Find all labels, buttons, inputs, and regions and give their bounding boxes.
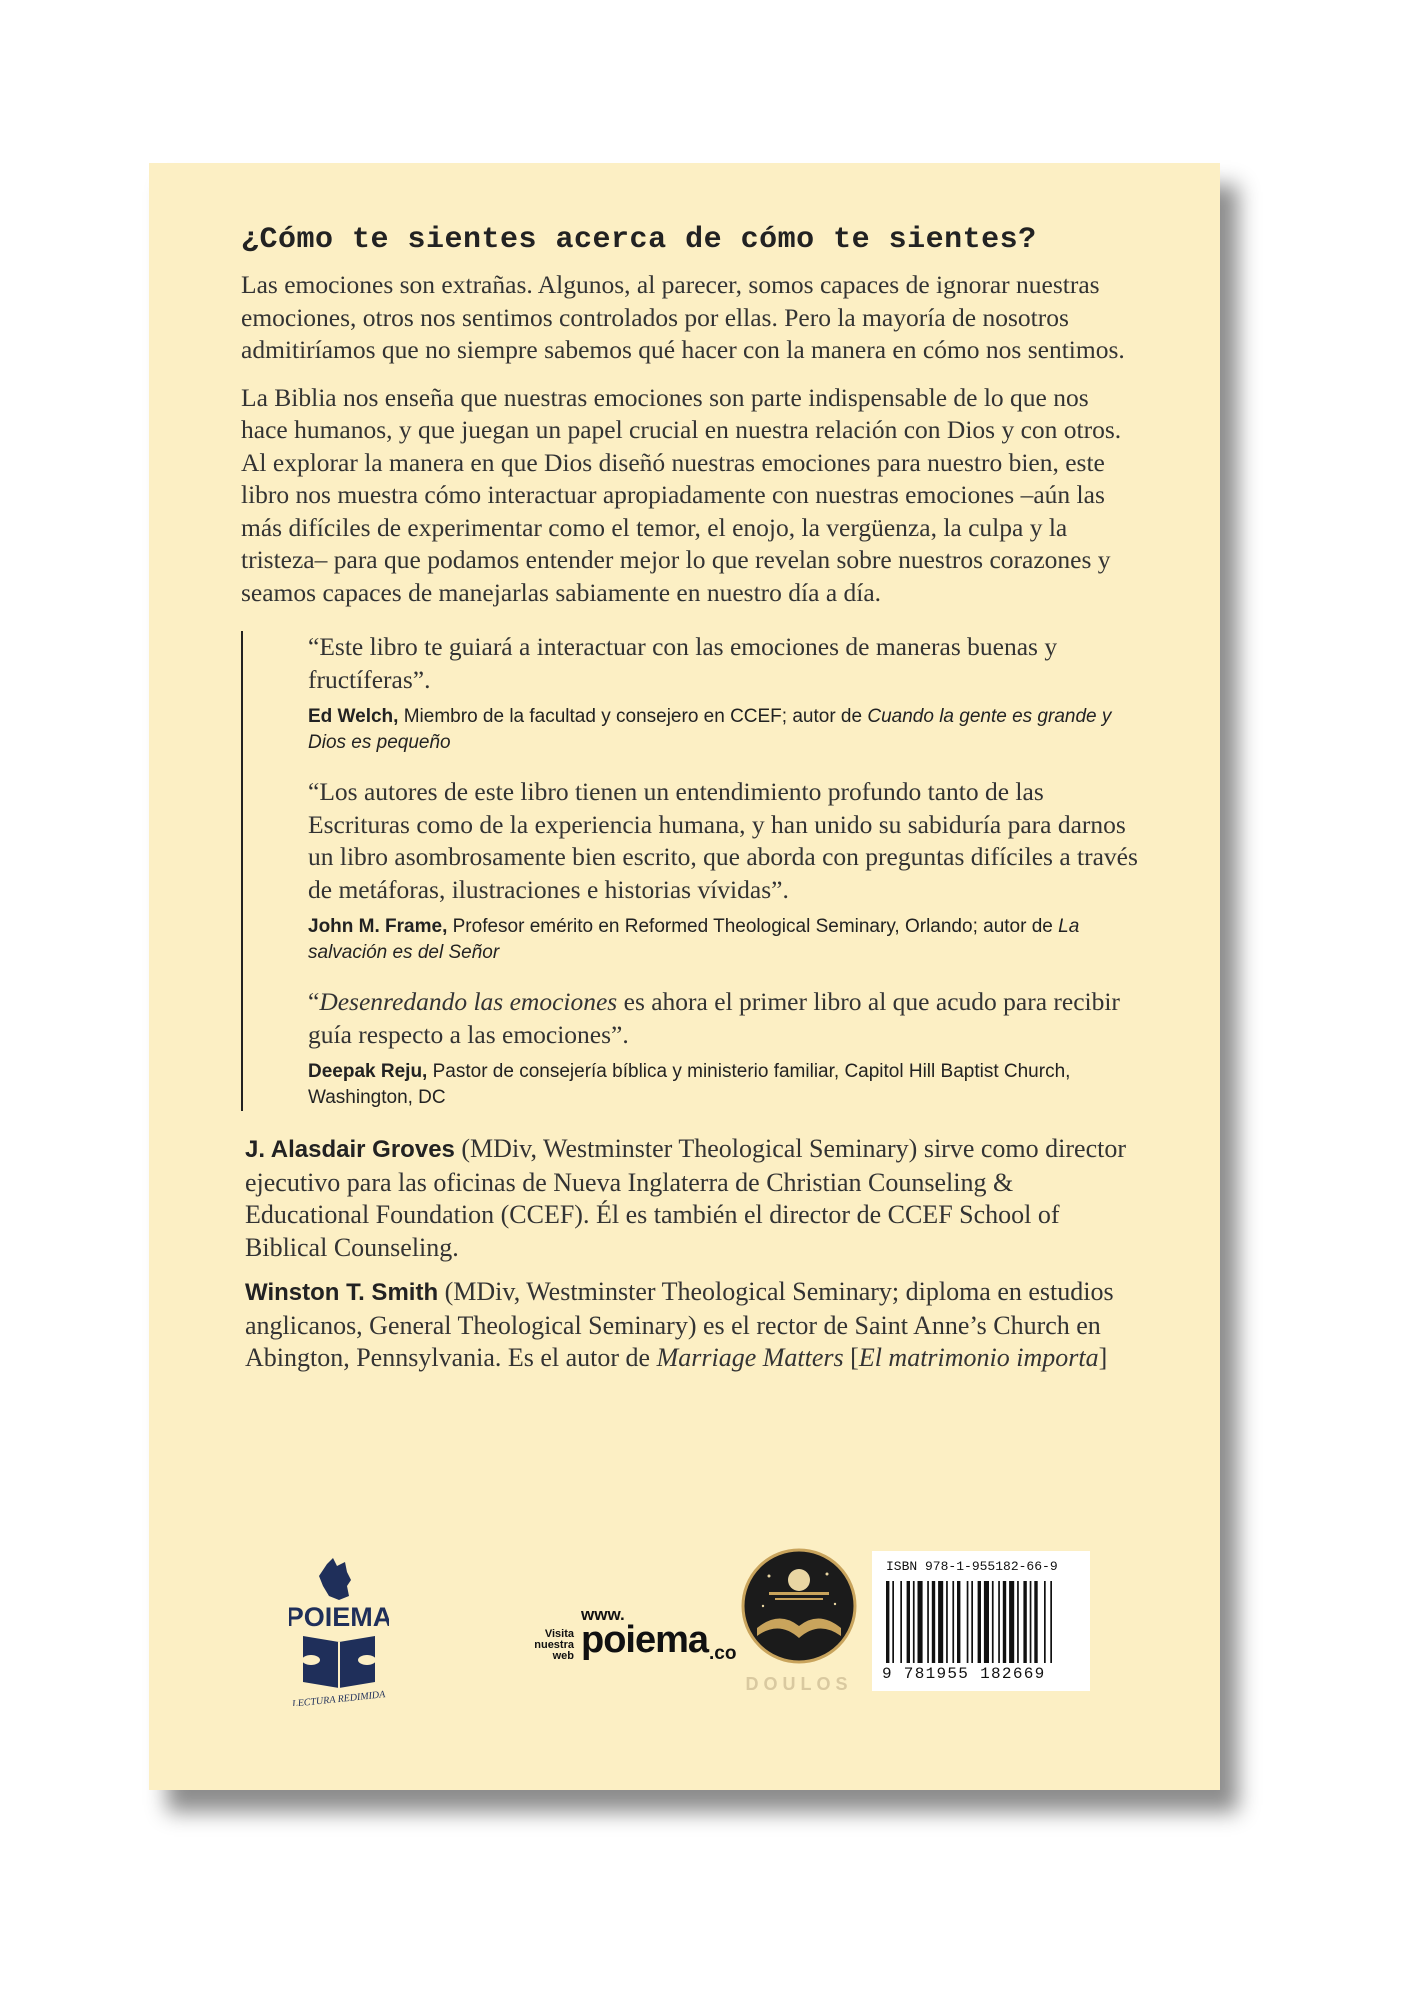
imprint-name: DOULOS [745,1674,853,1694]
endorser-name: John M. Frame, [308,916,448,937]
doulos-emblem-icon [739,1546,859,1671]
quoted-book-title: Desenredando las emociones [319,987,618,1016]
endorsement-quote-3 [308,986,1141,1051]
barcode-icon [886,1581,1076,1663]
bracket-close: ] [1098,1343,1108,1372]
headline: ¿Cómo te sientes acerca de cómo te sientes? [241,223,1037,257]
ean-digits: 9 781955 182669 [882,1665,1046,1683]
endorsement-attribution-2 [308,914,1141,966]
author-name: J. Alasdair Groves [245,1136,455,1163]
description-paragraph-1: Las emociones son extrañas. Algunos, al parecer, somos capaces de ignorar nuestras emociones, otros nos sentimos controlados por ellas. Pero la mayoría de nosotros admitiríamos que no siempre sabemos qué hacer con la manera en cómo nos sentimos. [241,270,1125,364]
endorser-book: Cuando la gente es grande y Dios es pequeño [308,706,1112,753]
bracket-open: [ [843,1343,859,1372]
www-prefix: www. [581,1605,625,1624]
visit-label: Visita nuestra web [534,1628,574,1662]
endorser-role: Pastor de consejería bíblica y ministerio familiar, Capitol Hill Baptist Church, Washington, DC [308,1061,1071,1108]
website-tld: .co [709,1643,737,1664]
doulos-logo [739,1546,859,1706]
author-bio-text: (MDiv, Westminster Theological Seminary) sirve como director ejecutivo para las oficinas de Nueva Inglaterra de Christian Counseling & Educational Foundation (CCEF). Él es también el director de CCEF School of Biblical Counseling. [245,1134,1126,1262]
endorsements-block [241,631,1141,1111]
endorsement-quote-2: “Los autores de este libro tienen un entendimiento profundo tanto de las Escrituras como de la experiencia humana, y han unido su sabiduría para darnos un libro asombrosamente bien escrito, que aborda con preguntas difíciles a través de metáforas, ilustraciones e historias vívidas”. [308,777,1138,904]
endorser-role: Profesor emérito en Reformed Theological Seminary, Orlando; autor de [447,916,1059,937]
quote-mark: “ [308,987,320,1016]
author-bio-text: (MDiv, Westminster Theological Seminary; diploma en estudios anglicanos, General Theological Seminary) es el rector de Saint Anne’s Church en Abington, Pennsylvania. Es el autor de [245,1277,1114,1372]
author-bio-2 [245,1276,1141,1375]
svg-text:POIEMA: POIEMA [289,1602,389,1632]
endorser-name: Deepak Reju, [308,1061,428,1082]
endorser-role: Miembro de la facultad y consejero en CCEF; autor de [398,706,868,727]
author-book-es: El matrimonio importa [858,1343,1099,1372]
logos-row [149,1556,1220,1706]
svg-text:LECTURA REDIMIDA: LECTURA REDIMIDA [291,1689,386,1706]
endorsement-attribution-1 [308,704,1141,756]
description-paragraph-2: La Biblia nos enseña que nuestras emociones son parte indispensable de lo que nos hace humanos, y que juegan un papel crucial en nuestra relación con Dios y con otros. Al explorar la manera en que Dios diseñó nuestras emociones para nuestro bien, este libro nos muestra cómo interactuar apropiadamente con nuestras emociones –aún las más difíciles de experimentar como el temor, el enojo, la vergüenza, la culpa y la tristeza– para que podamos entender mejor lo que revelan sobre nuestros corazones y seamos capaces de manejarlas sabiamente en nuestro día a día. [241,382,1122,607]
author-name: Winston T. Smith [245,1279,439,1306]
barcode-box [872,1551,1090,1691]
book-back-cover [149,163,1220,1790]
quote-text: es ahora el primer libro al que acudo para recibir guía respecto a las emociones”. [308,987,1120,1049]
endorsement-quote-1: “Este libro te guiará a interactuar con las emociones de maneras buenas y fructíferas”. [308,632,1058,694]
endorser-book: La salvación es del Señor [308,916,1080,963]
poiema-logo [289,1556,389,1706]
endorser-name: Ed Welch, [308,706,399,727]
publisher-website[interactable] [519,1601,759,1671]
poiema-reader-icon [289,1556,389,1706]
author-bio-1 [245,1133,1141,1264]
author-book: Marriage Matters [656,1343,844,1372]
isbn-label: ISBN 978-1-955182-66-9 [886,1559,1058,1574]
endorsement-attribution-3 [308,1059,1141,1111]
website-domain: poiema [581,1619,709,1661]
cover-text-area [241,223,1141,1375]
